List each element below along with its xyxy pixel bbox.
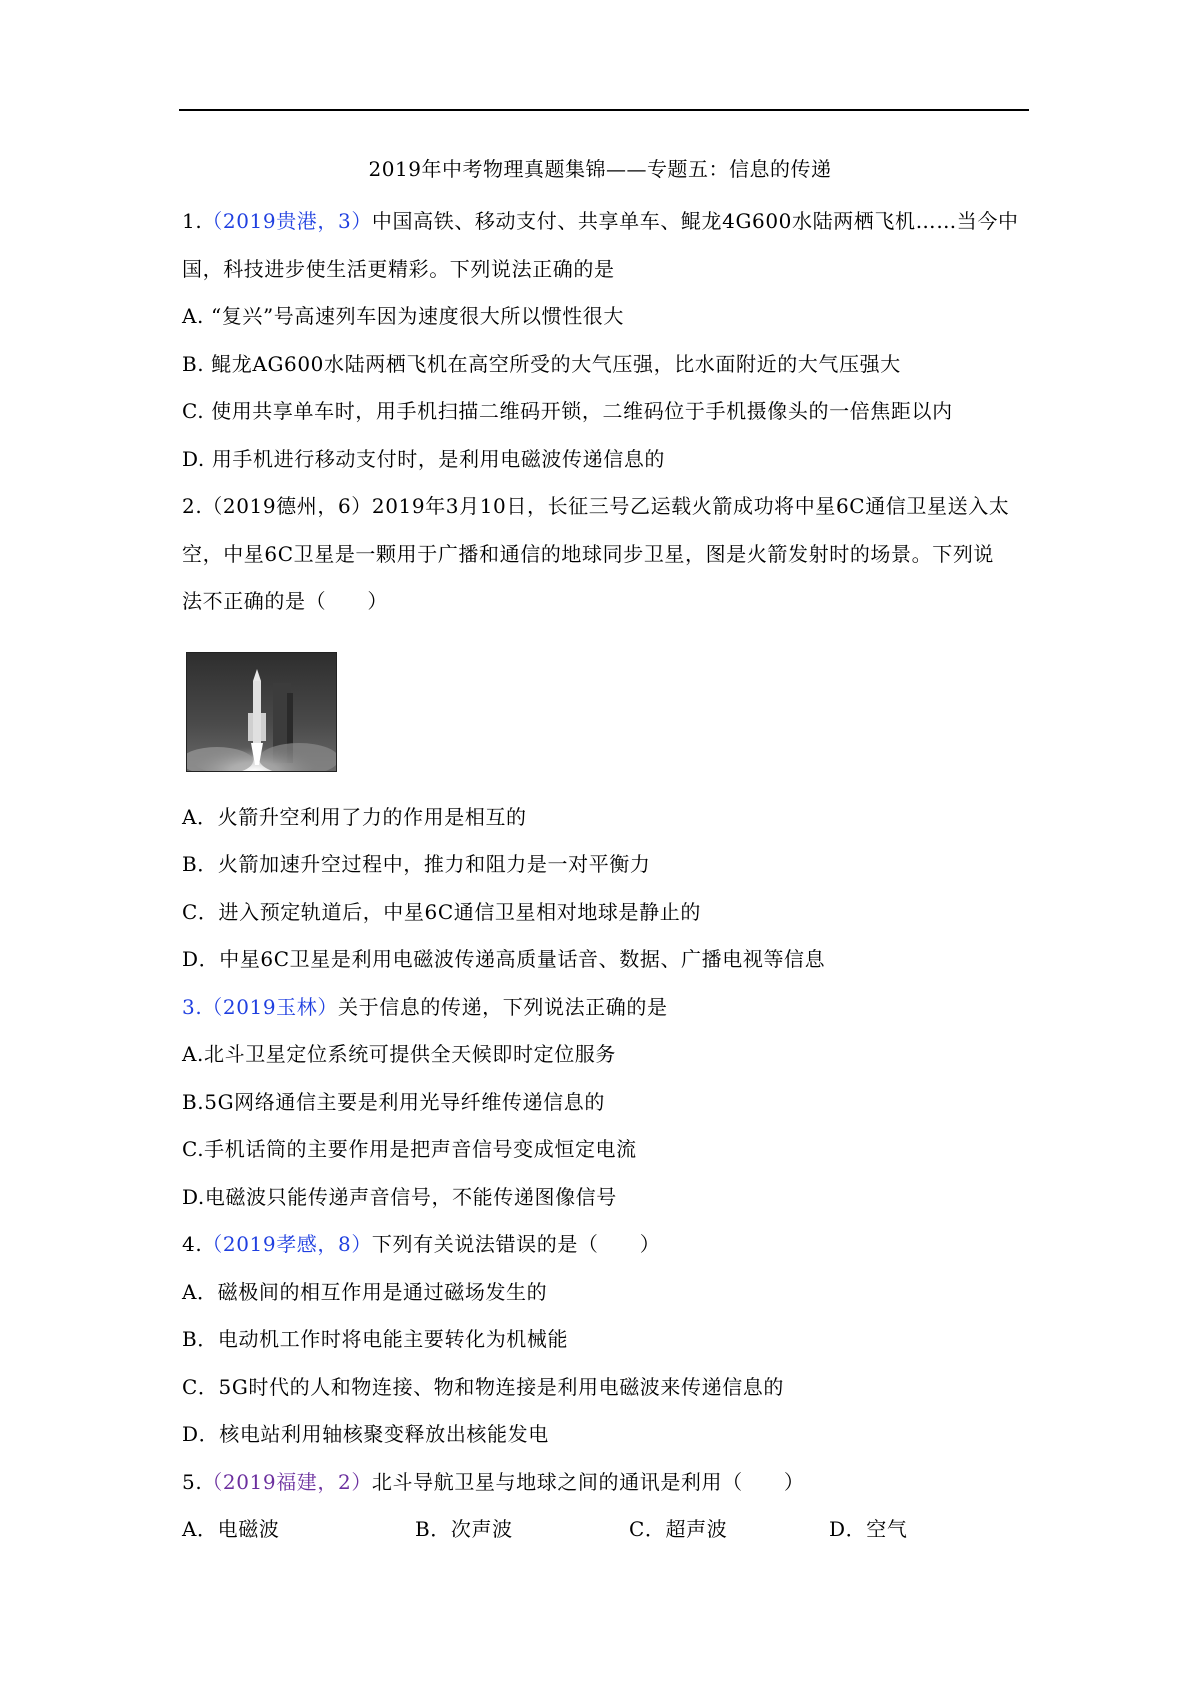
- q5-options-row: [182, 1506, 1032, 1554]
- q4-source: （2019孝感，8）: [202, 1232, 372, 1256]
- page-title: 2019年中考物理真题集锦——专题五：信息的传递: [368, 157, 832, 181]
- q4-stem: [182, 1221, 1032, 1269]
- q3-option-a: A.北斗卫星定位系统可提供全天候即时定位服务: [182, 1042, 617, 1066]
- q4-number: 4.: [182, 1232, 203, 1256]
- q4-option-b: B．电动机工作时将电能主要转化为机械能: [182, 1327, 569, 1351]
- q4-stem-text: 下列有关说法错误的是（ ）: [371, 1232, 661, 1256]
- q1-option-a: A. “复兴”号高速列车因为速度很大所以惯性很大: [182, 304, 625, 328]
- q1-stem-a: 中国高铁、移动支付、共享单车、鲲龙4G600水陆两栖飞机……当今中: [371, 209, 1019, 233]
- q1-source: （2019贵港，3）: [202, 209, 372, 233]
- q3-option-c: C.手机话筒的主要作用是把声音信号变成恒定电流: [182, 1137, 637, 1161]
- q2-option-b: B．火箭加速升空过程中，推力和阻力是一对平衡力: [182, 852, 651, 876]
- question-list: [182, 198, 1032, 1554]
- q5-stem-text: 北斗导航卫星与地球之间的通讯是利用（ ）: [371, 1469, 805, 1494]
- q5-option-c: C．超声波: [629, 1517, 728, 1541]
- q2-stem-line-2: 空，中星6C卫星是一颗用于广播和通信的地球同步卫星，图是火箭发射时的场景。下列说: [182, 541, 995, 566]
- q5-number: 5.: [182, 1469, 203, 1494]
- q5-option-d: D．空气: [829, 1517, 908, 1541]
- rocket-launch-photo: [186, 652, 337, 772]
- q5-source: （2019福建，2）: [202, 1469, 372, 1494]
- rocket-launch-image: [187, 653, 336, 771]
- q4-option-a: A．磁极间的相互作用是通过磁场发生的: [182, 1279, 548, 1304]
- q1-number: 1.: [182, 209, 203, 233]
- q5-stem: [182, 1459, 1032, 1507]
- q3-option-d: D.电磁波只能传递声音信号，不能传递图像信号: [182, 1184, 617, 1209]
- q2-option-c: C．进入预定轨道后，中星6C通信卫星相对地球是静止的: [182, 899, 701, 924]
- q2-option-a: A．火箭升空利用了力的作用是相互的: [182, 804, 527, 829]
- q5-option-b: B．次声波: [415, 1517, 513, 1541]
- q3-stem: [182, 984, 1032, 1032]
- q2-stem-line-3: 法不正确的是（ ）: [182, 589, 388, 613]
- q3-stem-text: 关于信息的传递，下列说法正确的是: [337, 994, 668, 1019]
- q3-option-b: B.5G网络通信主要是利用光导纤维传递信息的: [182, 1089, 605, 1114]
- q5-option-a: A．电磁波: [182, 1517, 280, 1541]
- q1-stem-line-1: [182, 198, 1032, 246]
- q2-stem-line-1: 2.（2019德州，6）2019年3月10日，长征三号乙运载火箭成功将中星6C通信卫星送入太: [182, 494, 1010, 518]
- q1-option-d: D. 用手机进行移动支付时，是利用电磁波传递信息的: [182, 446, 666, 471]
- q4-option-c: C．5G时代的人和物连接、物和物连接是利用电磁波来传递信息的: [182, 1374, 785, 1399]
- q1-option-c: C. 使用共享单车时，用手机扫描二维码开锁，二维码位于手机摄像头的一倍焦距以内: [182, 399, 953, 423]
- q4-option-d: D．核电站利用轴核聚变释放出核能发电: [182, 1422, 549, 1446]
- q1-option-b: B. 鲲龙AG600水陆两栖飞机在高空所受的大气压强，比水面附近的大气压强大: [182, 351, 901, 376]
- q3-head: 3.（2019玉林）: [182, 994, 338, 1019]
- q2-option-d: D．中星6C卫星是利用电磁波传递高质量话音、数据、广播电视等信息: [182, 947, 826, 971]
- q1-stem-line-2: 国，科技进步使生活更精彩。下列说法正确的是: [182, 256, 615, 281]
- header-rule: [179, 109, 1029, 111]
